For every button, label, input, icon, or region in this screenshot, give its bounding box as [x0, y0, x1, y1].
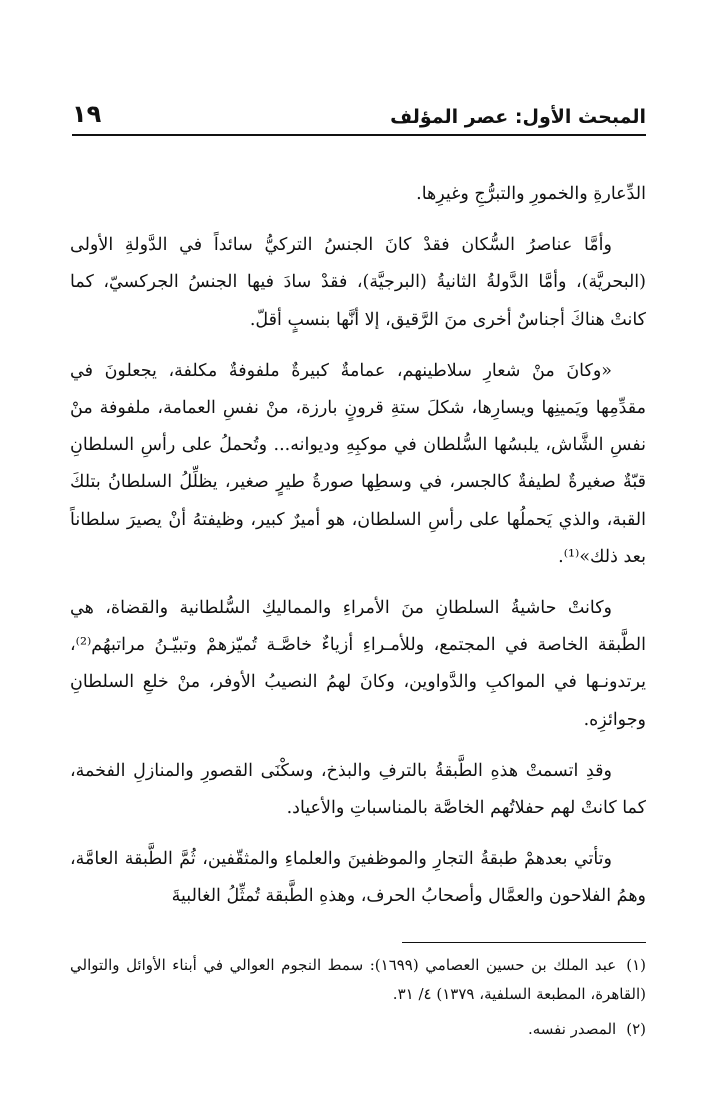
- footnote-divider: [402, 942, 646, 943]
- footnote-1: [70, 951, 646, 1009]
- paragraph: وأمَّا عناصرُ السُّكان فقدْ كانَ الجنسُ التركيُّ سائداً في الدَّولةِ الأولى (البحريَّة)، وأمَّا الدَّولةُ الثانيةُ (البرجيَّة)، فقدْ سادَ فيها الجنسُ الجركسيّ، كما كانتْ هناكَ أجناسٌ أخرى منَ الرَّقيق، إلا أنَّها بنسبٍ أقلّ.: [70, 235, 646, 330]
- running-header: [72, 88, 646, 136]
- footnotes: [70, 942, 646, 1050]
- chapter-title: المبحث الأول: عصر المؤلف: [390, 106, 646, 128]
- paragraph: وتأتي بعدهمْ طبقةُ التجارِ والموظفينَ والعلماءِ والمثقّفين، ثُمَّ الطَّبقة العامَّة، وهمُ الفلاحون والعمَّال وأصحابُ الحرف، وهذهِ الطَّبقة تُمثِّلُ الغالبيةَ: [70, 849, 646, 907]
- paragraph: وكانتْ حاشيةُ السلطانِ منَ الأمراءِ والمماليكِ السُّلطانية والقضاة، هي الطَّبقة الخاصة في المجتمع، وللأمـراءِ أزياءٌ خاصَّـة تُميّزهمْ وتبيّـنُ مراتبهُم⁽²⁾، يرتدونـها في المواكبِ والدَّواوين، وكانَ لهمُ النصيبُ الأوفر، منْ خلعِ السلطانِ وجوائزِه.: [70, 598, 646, 730]
- paragraph: الدِّعارةِ والخمورِ والتبرُّجِ وغيرِها.: [416, 184, 646, 204]
- footnote-marker: (١): [626, 956, 646, 974]
- footnote-text: المصدر نفسه.: [527, 1020, 617, 1038]
- quoted-paragraph: «وكانَ منْ شعارِ سلاطينهم، عمامةٌ كبيرةٌ ملفوفةٌ مكلفة، يجعلونَ في مقدِّمِها ويَمينِها ويسارِها، شكلَ ستةِ قرونٍ بارزة، منْ نفسِ العمامة، ملفوفة منْ نفسِ الشَّاش، يلبسُها السُّلطان في موكبِهِ وديوانه... وتُحملُ على رأسِ السلطانِ قبّةٌ صغيرةٌ لطيفةٌ كالجسر، في وسطِها صورةُ طيرٍ صغير، يظلِّلُ السلطانُ بتلكَ القبة، والذي يَحملُها على رأسِ السلطان، هو أميرٌ كبير، وظيفتهُ أنْ يصيرَ سلطاناً بعد ذلك»⁽¹⁾.: [70, 360, 646, 567]
- page-number: ١٩: [72, 100, 102, 128]
- main-text: [70, 176, 646, 930]
- footnote-marker: (٢): [626, 1020, 646, 1038]
- footnote-text: عبد الملك بن حسين العصامي (١٦٩٩): سمط النجوم العوالي في أبناء الأوائل والتوالي (القاهرة، المطبعة السلفية، ١٣٧٩) ٤/ ٣١.: [70, 956, 646, 1003]
- paragraph: وقدِ اتسمتْ هذهِ الطَّبقةُ بالترفِ والبذخ، وسكْنَى القصورِ والمنازلِ الفخمة، كما كانتْ لهم حفلاتُهم الخاصَّة بالمناسباتِ والأعياد.: [70, 760, 646, 819]
- footnote-2: [70, 1015, 646, 1044]
